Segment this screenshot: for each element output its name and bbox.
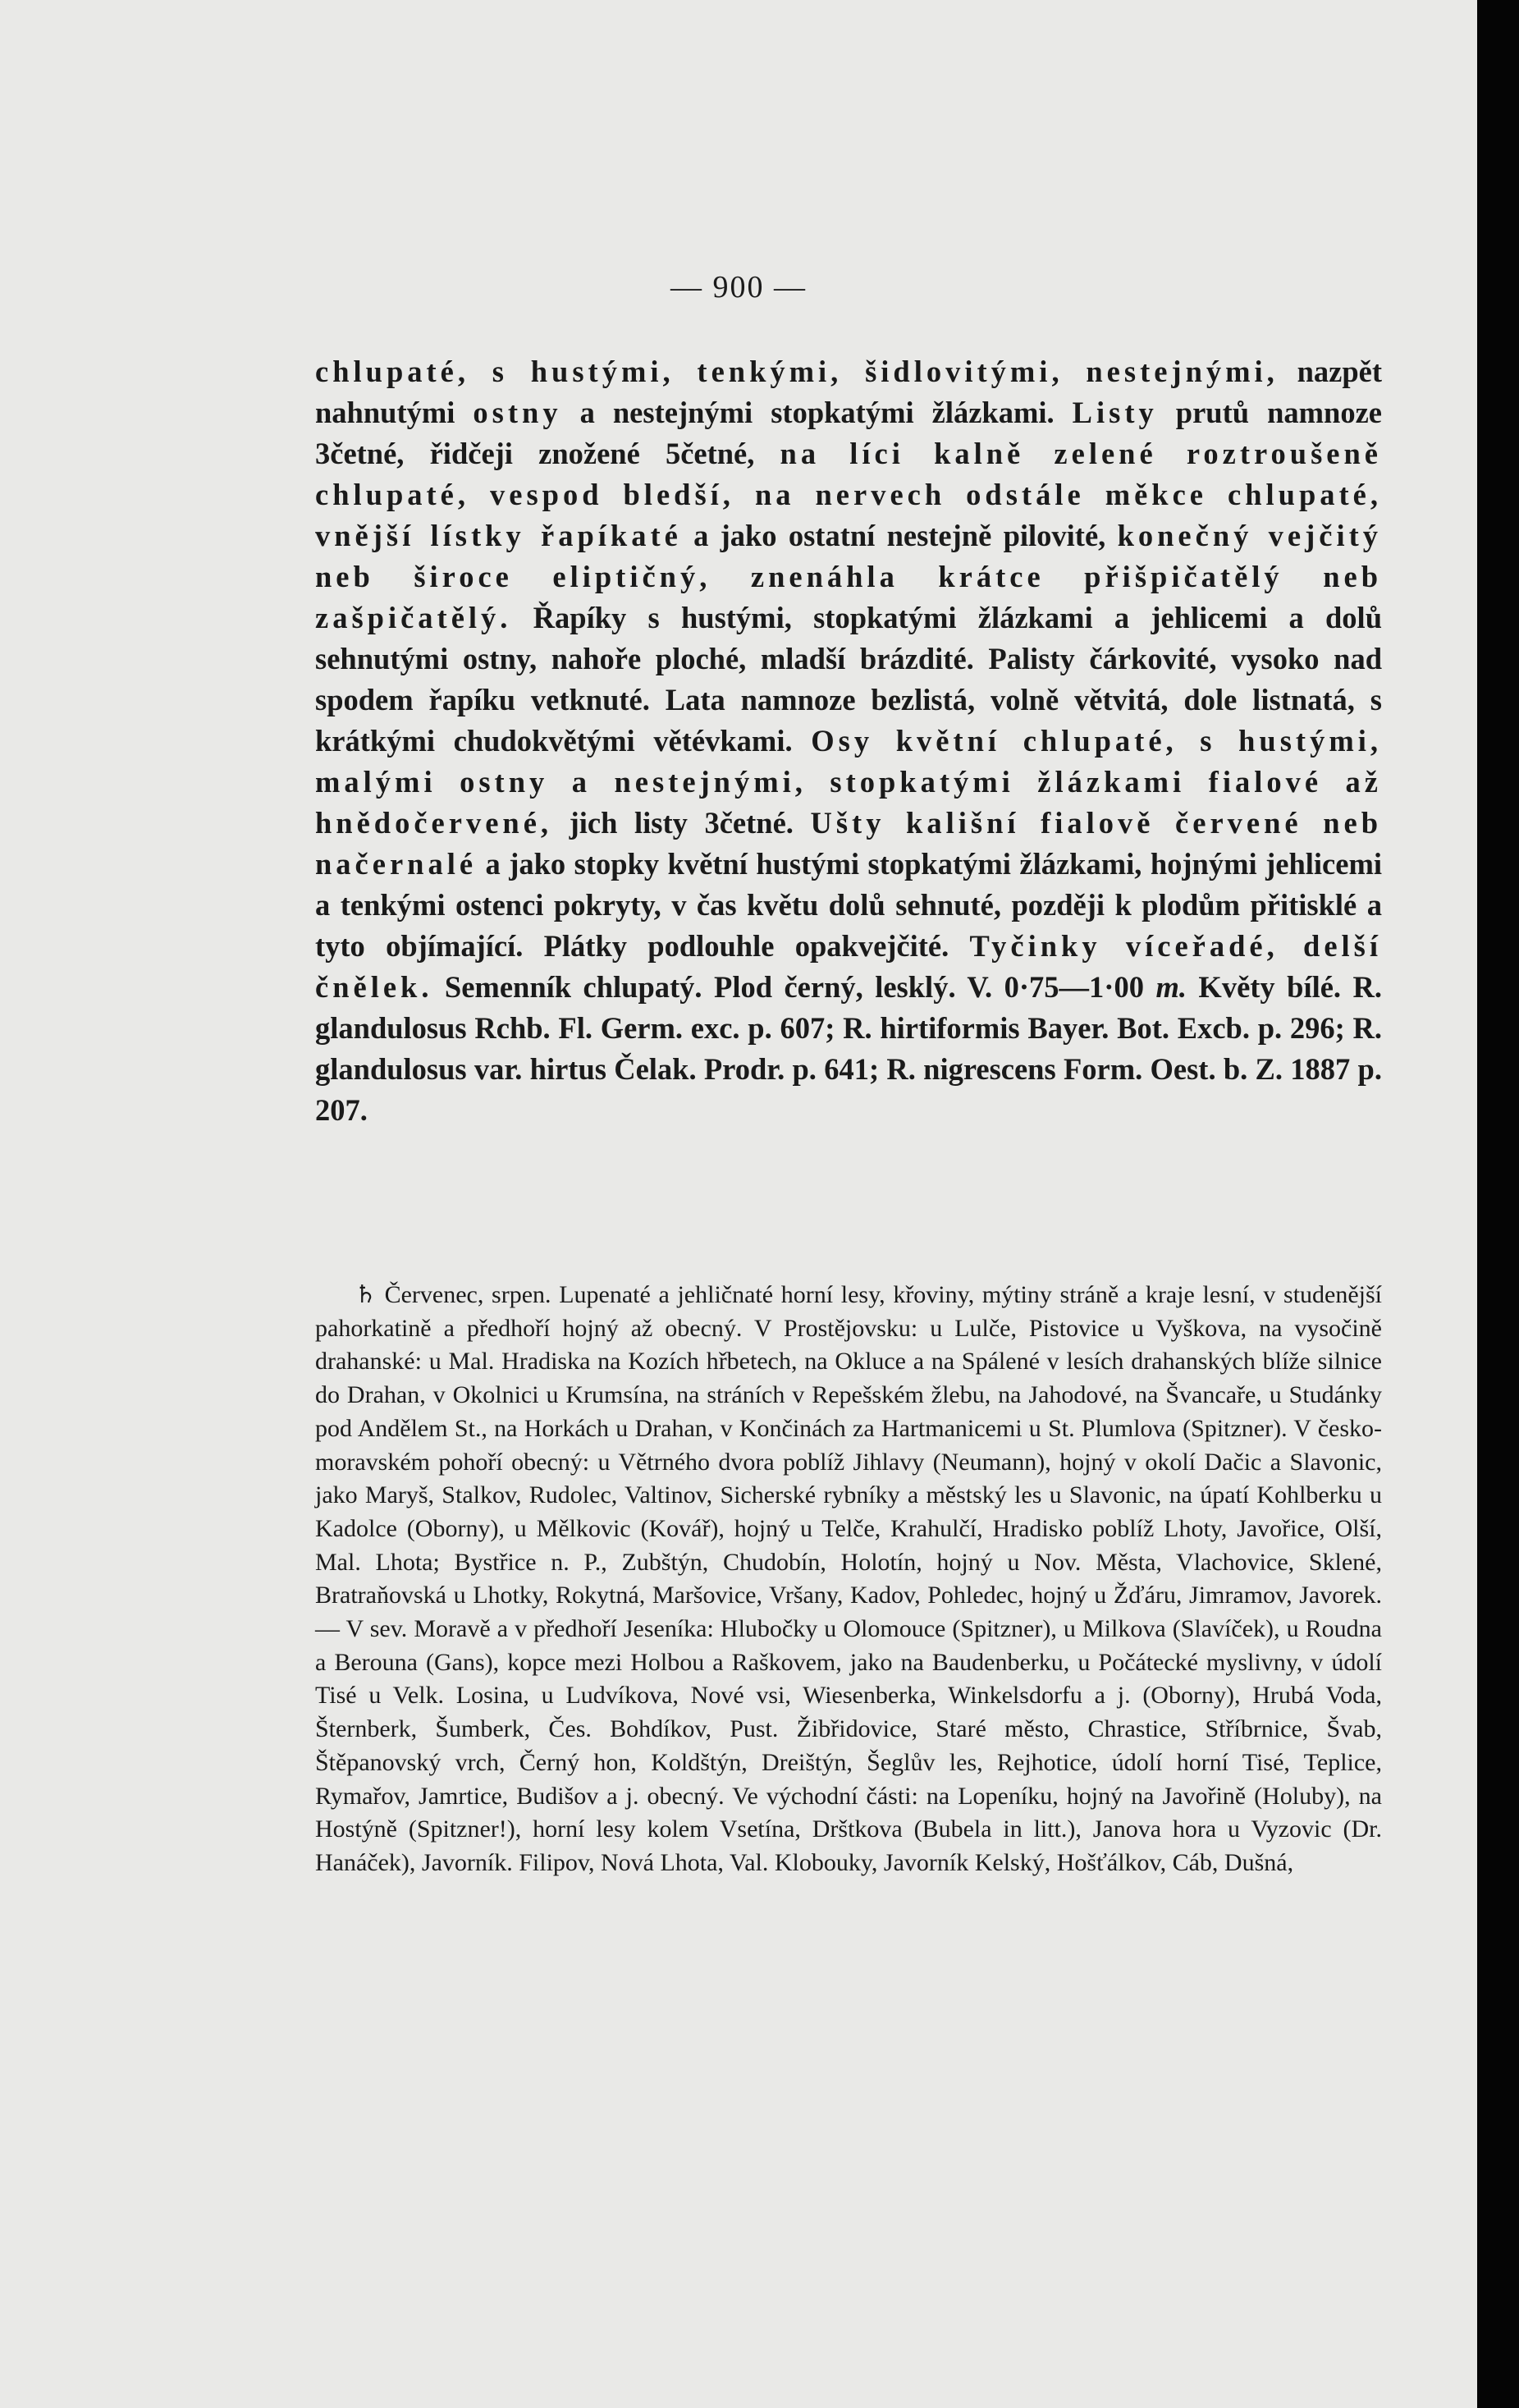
text-run: m. — [1155, 970, 1187, 1004]
page-number: — 900 — — [670, 270, 807, 304]
text-run: prutů namnoze 3četné, řidčeji znožené 5četné, — [315, 396, 1382, 470]
scan-border — [1477, 0, 1519, 2408]
species-description — [315, 351, 1382, 1131]
text-run: na líci kalně zelené roztroušeně chlupaté, vespod bledší, na nervech odstále měkce chlupaté, vnější lístky řapíkaté — [315, 437, 1382, 552]
text-run: konečný vejčitý neb široce eliptičný, znenáhla krátce přišpičatělý neb zašpičatělý. — [315, 519, 1382, 634]
description-paragraph — [315, 351, 1382, 1131]
text-run: nazpět nahnutými — [315, 355, 1383, 429]
text-run: Osy květní chlupaté, s hustými, malými ostny a nestejnými, stopkatými žlázkami fialové až hnědočervené, — [315, 724, 1383, 840]
text-run: Listy — [1072, 396, 1158, 429]
distribution-text: Červenec, srpen. Lupenaté a jehličnaté horní lesy, křoviny, mýtiny stráně a kraje lesní, v studenější pahorkatině a předhoří hojný až obecný. V Prostějovsku: u Lulče, Pistovice u Vyškova, na vysočině drahanské: u Mal. Hradiska na Kozích hřbetech, na Okluce a na Spálené v lesích drahanských blíže silnice do Drahan, v Okolnici u Krumsína, na stráních v Repešském žlebu, na Jahodové, na Švancaře, u Studánky pod Andělem St., na Horkách u Drahan, v Končinách za Hartmanicemi u St. Plumlova (Spitzner). V česko-moravském pohoří obecný: u Větrného dvora poblíž Jihlavy (Neumann), hojný v okolí Dačic a Slavonic, jako Maryš, Stalkov, Rudolec, Valtinov, Sicherské rybníky a městský les u Slavonic, na úpatí Kohlberku u Kadolce (Oborny), u Mělkovic (Kovář), hojný u Telče, Krahulčí, Hradisko poblíž Lhoty, Javořice, Olší, Mal. Lhota; Bystřice n. P., Zubštýn, Chudobín, Holotín, hojný u Nov. Města, Vlachovice, Sklené, Bratraňovská u Lhotky, Rokytná, Maršovice, Vršany, Kadov, Pohledec, hojný u Žďáru, Jimramov, Javorek. — V sev. Moravě a v předhoří Jeseníka: Hlubočky u Olomouce (Spitzner), u Milkova (Slavíček), u Roudna a Berouna (Gans), kopce mezi Holbou a Raškovem, jako na Baudenberku, u Počátecké myslivny, v údolí Tisé u Velk. Losina, u Ludvíkova, Nové vsi, Wiesenberka, Winkelsdorfu a j. (Oborny), Hrubá Voda, Šternberk, Šumberk, Čes. Bohdíkov, Pust. Žibřidovice, Staré město, Chrastice, Stříbrnice, Švab, Štěpanovský vrch, Černý hon, Koldštýn, Dreištýn, Šeglův les, Rejhotice, údolí horní Tisé, Teplice, Rymařov, Jamrtice, Budišov a j. obecný. Ve východní části: na Lopeníku, hojný na Javořině (Holuby), na Hostýně (Spitzner!), horní lesy kolem Vsetína, Drštkova (Bubela in litt.), Janova hora u Vyzovic (Dr. Hanáček), Javorník. Filipov, Nová Lhota, Val. Klobouky, Javorník Kelský, Hošťálkov, Cáb, Dušná, — [315, 1281, 1382, 1876]
text-run: a jako stopky květní hustými stopkatými žlázkami, hojnými jehlicemi a tenkými ostenci pokryty, v čas květu dolů sehnuté, později k plodům přitisklé a tyto objímající. Plátky podlouhle opakvejčité. — [315, 847, 1382, 963]
text-run: a jako ostatní nestejně pilovité, — [681, 519, 1118, 552]
distribution-notes — [315, 1279, 1382, 1880]
text-run: Tyčinky víceřadé, delší čnělek. — [315, 929, 1383, 1004]
text-run: a nestejnými stopkatými žlázkami. — [561, 396, 1073, 429]
text-run: Semenník chlupatý. Plod černý, lesklý. V. 0·75—1·00 — [432, 970, 1156, 1004]
perennial-symbol-icon: ♄ — [355, 1281, 377, 1308]
text-run: Ušty kališní fialově červené neb načernalé — [315, 806, 1382, 881]
text-run: Květy bílé. R. glandulosus Rchb. Fl. Germ. exc. p. 607; R. hirtiformis Bayer. Bot. Excb. p. 296; R. glandulosus var. hirtus Čelak. Prodr. p. 641; R. nigrescens Form. Oest. b. Z. 1887 p. 207. — [315, 970, 1382, 1127]
text-run: Řapíky s hustými, stopkatými žlázkami a jehlicemi a dolů sehnutými ostny, nahoře ploché, mladší brázdité. Palisty čárkovité, vysoko nad spodem řapíku vetknuté. Lata namnoze bezlistá, volně větvitá, dole listnatá, s krátkými chudokvětými větévkami. — [315, 601, 1382, 758]
text-run: ostny — [473, 396, 562, 429]
text-run: jich listy 3četné. — [552, 806, 811, 840]
distribution-paragraph — [315, 1279, 1382, 1880]
text-run: chlupaté, s hustými, tenkými, šidlovitými, nestejnými, — [315, 355, 1279, 388]
